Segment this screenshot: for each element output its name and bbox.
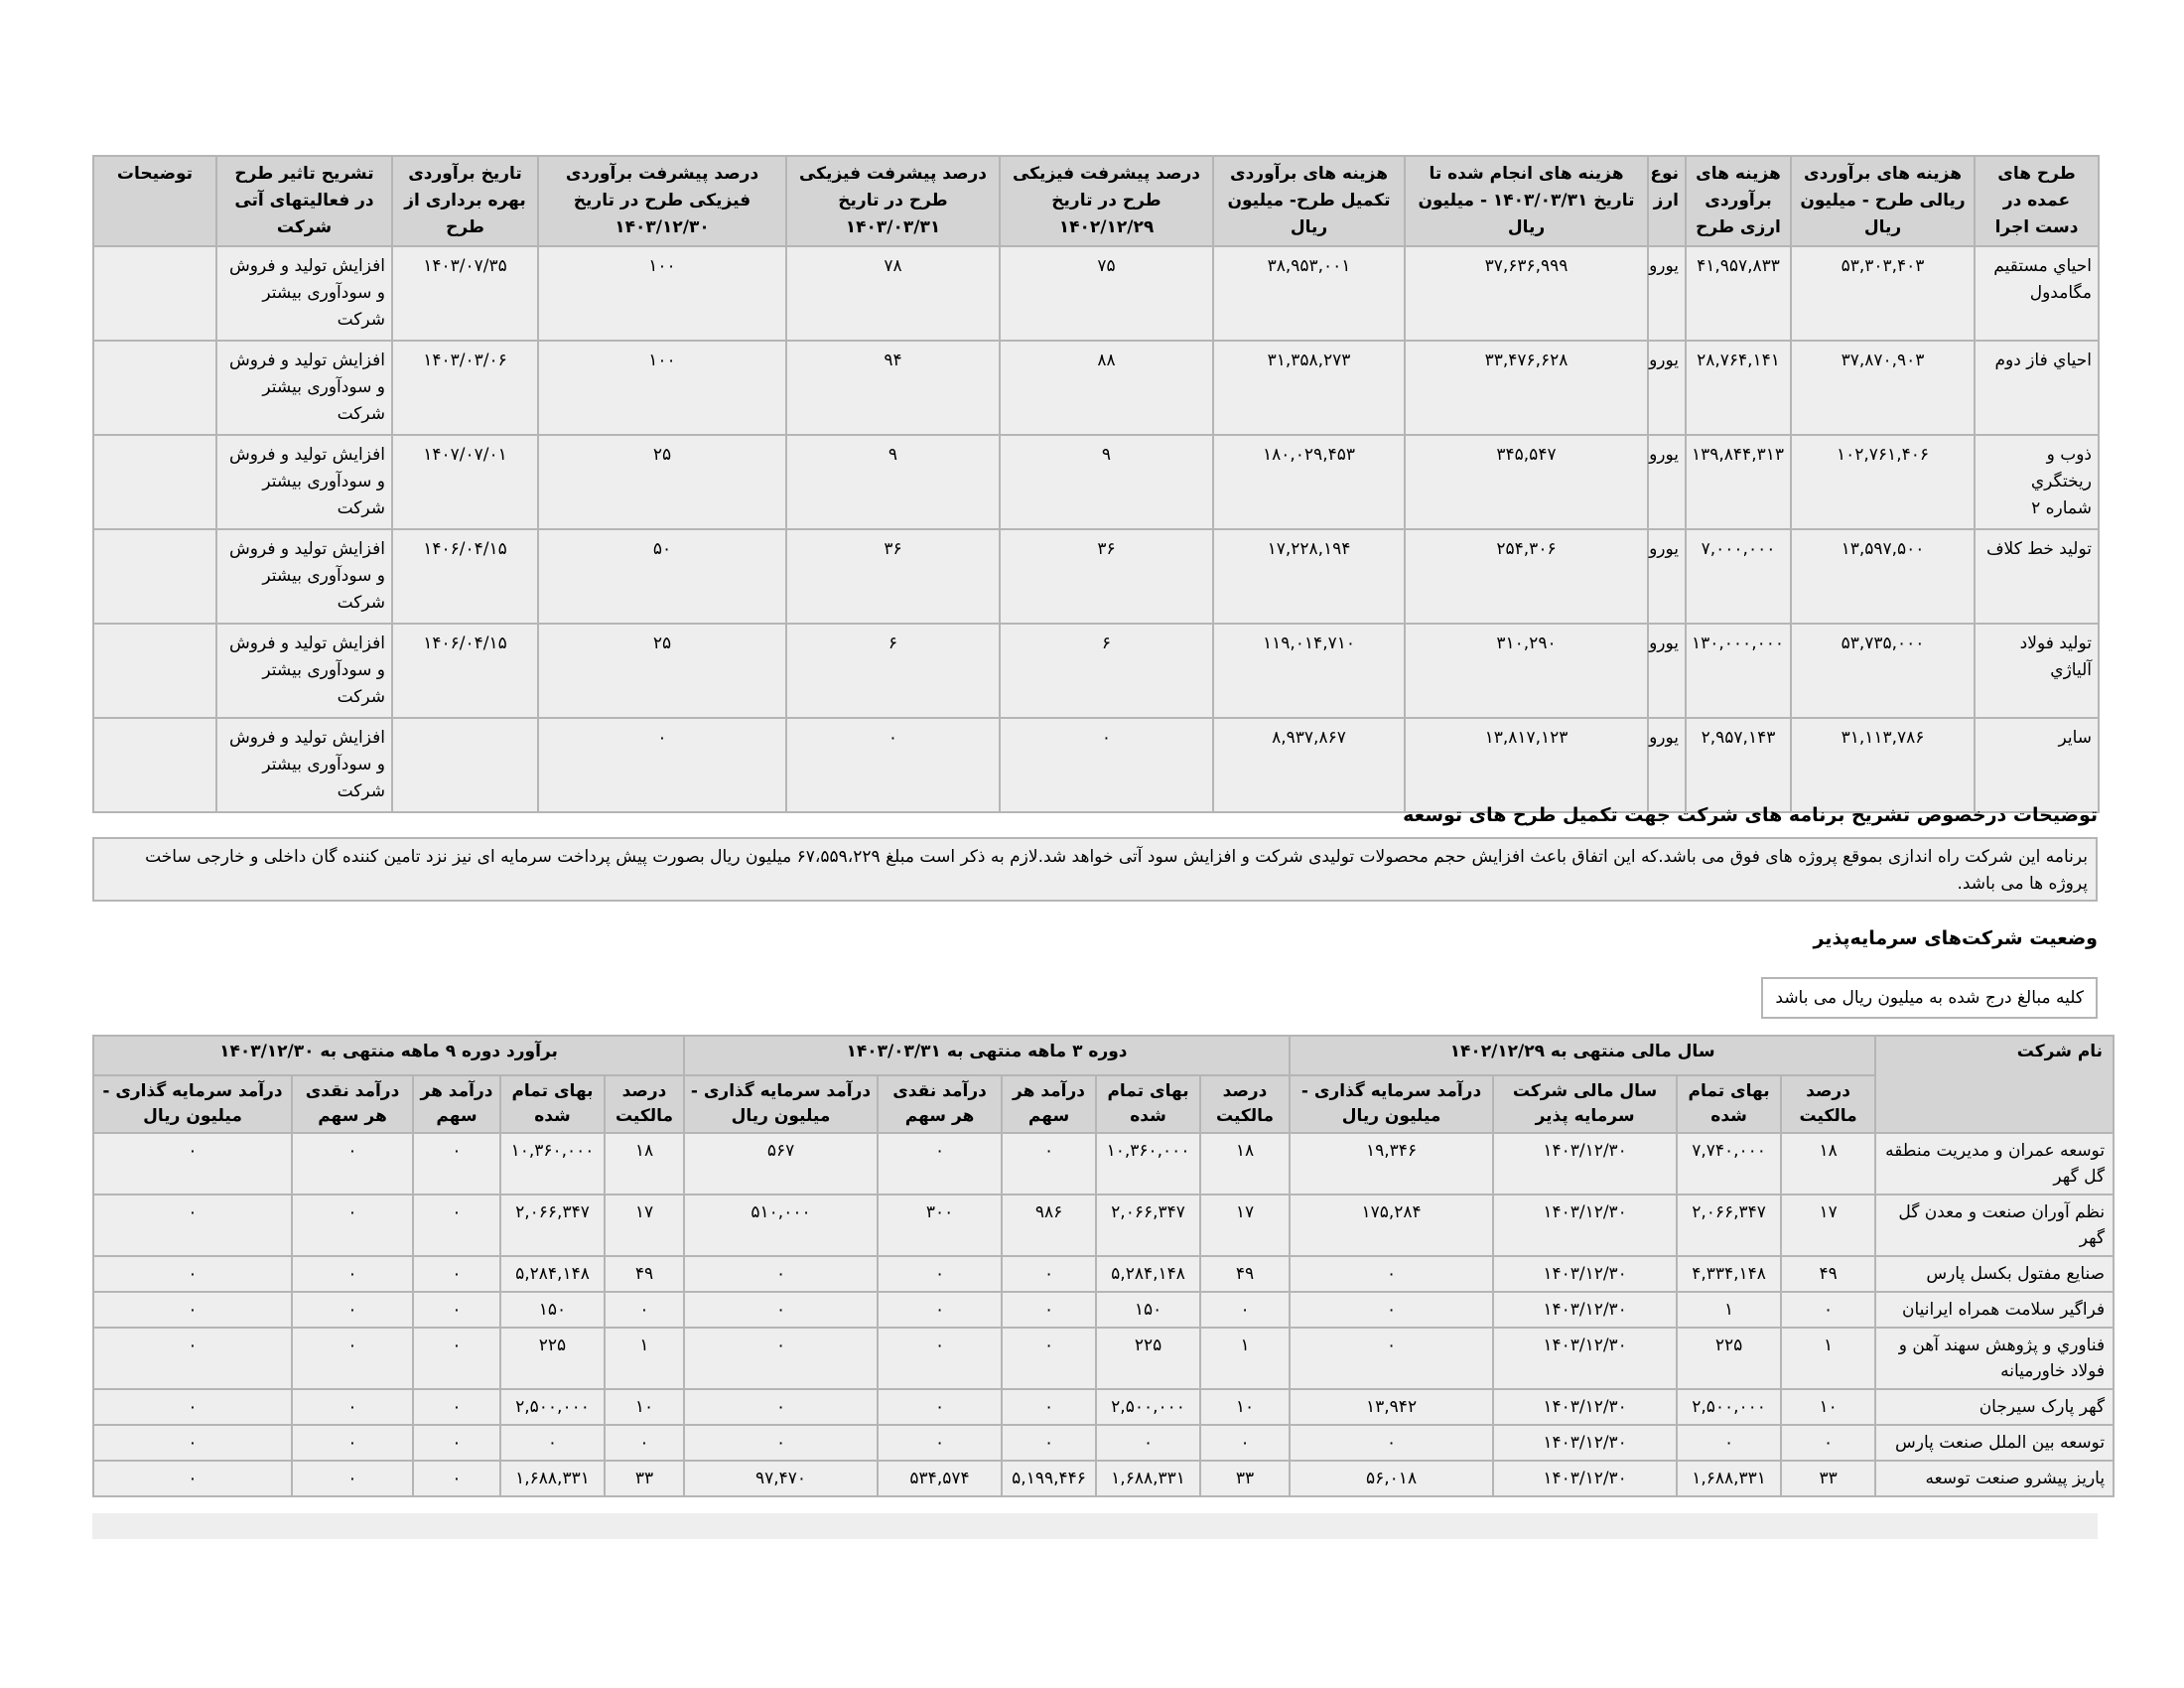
table-cell: ۱۸۰,۰۲۹,۴۵۳ [1213, 435, 1405, 529]
subheader-cell: بهای تمام شده [500, 1075, 605, 1133]
table-cell: یورو [1648, 624, 1686, 718]
table-cell: ۰ [605, 1292, 684, 1328]
table-cell: ۱۷۵,۲۸۴ [1290, 1195, 1493, 1256]
table-cell: ۰ [93, 1425, 292, 1461]
table-cell: ۲۵ [538, 624, 786, 718]
group-header-9m-1403: برآورد دوره ۹ ماهه منتهی به ۱۴۰۳/۱۲/۳۰ [93, 1036, 684, 1075]
table-cell: ۳۴۵,۵۴۷ [1405, 435, 1648, 529]
table-cell: ۱۴۰۳/۱۲/۳۰ [1493, 1292, 1677, 1328]
subheader-cell: درآمد هر سهم [413, 1075, 500, 1133]
table-cell: ۳۷,۸۷۰,۹۰۳ [1791, 341, 1975, 435]
table-cell: ۰ [292, 1328, 413, 1389]
table-cell: افزایش تولید و فروش و سودآوری بیشتر شرکت [216, 341, 392, 435]
table-cell: تولید فولاد آلیاژي [1975, 624, 2099, 718]
table-cell: ۱۷ [1781, 1195, 1875, 1256]
table-cell: ۱۳,۵۹۷,۵۰۰ [1791, 529, 1975, 624]
investees-body [93, 1133, 2114, 1496]
table-cell: ۵۶۷ [684, 1133, 878, 1195]
table-cell: ۰ [684, 1389, 878, 1425]
table-cell: ۱۴۰۳/۱۲/۳۰ [1493, 1133, 1677, 1195]
investees-group-row [93, 1036, 2114, 1075]
table-cell: ۲۲۵ [1677, 1328, 1781, 1389]
table-cell: احیاي مستقیم مگامدول [1975, 246, 2099, 341]
table-cell: ۱۰ [605, 1389, 684, 1425]
table-cell: یورو [1648, 246, 1686, 341]
table-cell: تولید خط کلاف [1975, 529, 2099, 624]
table-cell: ۰ [684, 1292, 878, 1328]
header-cell: طرح های عمده در دست اجرا [1975, 156, 2099, 246]
header-cell: درصد پیشرفت برآوردی فیزیکی طرح در تاریخ ۱۴۰۳/۱۲/۳۰ [538, 156, 786, 246]
table-cell [93, 624, 216, 718]
table-cell: ۵۰ [538, 529, 786, 624]
table-cell: ۰ [878, 1256, 1002, 1292]
table-cell [93, 435, 216, 529]
table-row [93, 1292, 2114, 1328]
table-cell: ۵,۲۸۴,۱۴۸ [1096, 1256, 1200, 1292]
table-cell: ۰ [684, 1328, 878, 1389]
table-cell: ۰ [878, 1425, 1002, 1461]
table-cell: ۲,۰۶۶,۳۴۷ [1096, 1195, 1200, 1256]
table-cell: افزایش تولید و فروش و سودآوری بیشتر شرکت [216, 718, 392, 812]
header-cell: هزینه های انجام شده تا تاریخ ۱۴۰۳/۰۳/۳۱ - میلیون ریال [1405, 156, 1648, 246]
table-cell: ۰ [93, 1328, 292, 1389]
table-cell: ۱۳,۸۱۷,۱۲۳ [1405, 718, 1648, 812]
table-cell: ۴,۳۳۴,۱۴۸ [1677, 1256, 1781, 1292]
table-cell: ۰ [413, 1292, 500, 1328]
table-cell: ۰ [93, 1133, 292, 1195]
table-cell: ۳۳ [605, 1461, 684, 1496]
table-cell: ۵۳۴,۵۷۴ [878, 1461, 1002, 1496]
table-cell: ۲,۵۰۰,۰۰۰ [1677, 1389, 1781, 1425]
table-cell: ۲۵۴,۳۰۶ [1405, 529, 1648, 624]
table-cell: صنایع مفتول بکسل پارس [1875, 1256, 2114, 1292]
table-cell: ۱۳۹,۸۴۴,۳۱۳ [1686, 435, 1791, 529]
table-cell: ۱۳۰,۰۰۰,۰۰۰ [1686, 624, 1791, 718]
table-row [93, 1461, 2114, 1496]
table-cell: افزایش تولید و فروش و سودآوری بیشتر شرکت [216, 246, 392, 341]
table-cell: افزایش تولید و فروش و سودآوری بیشتر شرکت [216, 529, 392, 624]
table-cell: ۰ [292, 1425, 413, 1461]
table-cell: ۹ [786, 435, 1000, 529]
table-row [93, 718, 2099, 812]
table-row [93, 529, 2099, 624]
table-row [93, 1133, 2114, 1195]
plans-description: برنامه این شرکت راه اندازی بموقع پروژه های فوق می باشد.که این اتفاق باعث افزایش حجم محصولات تولیدی شرکت و افزایش سود آتی خواهد شد.لازم به ذکر است مبلغ ۶۷،۵۵۹،۲۲۹ میلیون ریال بصورت پیش پرداخت سرمایه ای نیز نزد تامین کننده گان داخلی و خارجی ساخت پروژه ها می باشد. [92, 837, 2098, 902]
table-cell: ۰ [93, 1256, 292, 1292]
table-cell: ۱۴۰۶/۰۴/۱۵ [392, 529, 538, 624]
table-cell: ۵,۱۹۹,۴۴۶ [1002, 1461, 1096, 1496]
table-cell: ۵,۲۸۴,۱۴۸ [500, 1256, 605, 1292]
table-cell [93, 246, 216, 341]
table-cell: ۰ [1002, 1256, 1096, 1292]
table-cell: ۰ [786, 718, 1000, 812]
table-cell: ۱۰۰ [538, 341, 786, 435]
table-cell: ۱۴۰۳/۱۲/۳۰ [1493, 1256, 1677, 1292]
table-cell: ۰ [1781, 1292, 1875, 1328]
table-cell: ۰ [1781, 1425, 1875, 1461]
table-cell: ۰ [878, 1328, 1002, 1389]
table-cell: ۵۱۰,۰۰۰ [684, 1195, 878, 1256]
table-cell: ۰ [292, 1195, 413, 1256]
table-cell: ذوب و ریختگري شماره ۲ [1975, 435, 2099, 529]
header-cell: تاریخ برآوردی بهره برداری از طرح [392, 156, 538, 246]
table-cell: ۳۱۰,۲۹۰ [1405, 624, 1648, 718]
table-cell: پاریز پیشرو صنعت توسعه [1875, 1461, 2114, 1496]
table-cell: ۴۹ [605, 1256, 684, 1292]
table-cell: ۲۸,۷۶۴,۱۴۱ [1686, 341, 1791, 435]
table-cell: ۴۹ [1200, 1256, 1290, 1292]
table-cell: سایر [1975, 718, 2099, 812]
table-cell [93, 529, 216, 624]
table-footer-strip [92, 1513, 2098, 1539]
table-cell: ۱۴۰۳/۱۲/۳۰ [1493, 1328, 1677, 1389]
group-header-q1-1403: دوره ۳ ماهه منتهی به ۱۴۰۳/۰۳/۳۱ [684, 1036, 1290, 1075]
projects-table [92, 155, 2100, 813]
table-cell: ۱ [1200, 1328, 1290, 1389]
table-row [93, 1195, 2114, 1256]
table-cell: ۱,۶۸۸,۳۳۱ [1096, 1461, 1200, 1496]
table-cell: ۰ [292, 1461, 413, 1496]
subheader-cell: درآمد نقدی هر سهم [878, 1075, 1002, 1133]
table-cell: ۱۸ [1200, 1133, 1290, 1195]
table-cell: گهر پارک سیرجان [1875, 1389, 2114, 1425]
table-cell: ۵۳,۷۳۵,۰۰۰ [1791, 624, 1975, 718]
table-cell: توسعه بین الملل صنعت پارس [1875, 1425, 2114, 1461]
amounts-unit-note: کلیه مبالغ درج شده به میلیون ریال می باشد [1761, 977, 2098, 1019]
table-cell: ۷۵ [1000, 246, 1213, 341]
table-cell: ۱,۶۸۸,۳۳۱ [500, 1461, 605, 1496]
table-cell: ۰ [413, 1425, 500, 1461]
table-row [93, 624, 2099, 718]
table-cell: توسعه عمران و مدیریت منطقه گل گهر [1875, 1133, 2114, 1195]
table-cell: ۴۱,۹۵۷,۸۳۳ [1686, 246, 1791, 341]
table-cell: ۱۵۰ [500, 1292, 605, 1328]
table-cell: ۳۱,۱۱۳,۷۸۶ [1791, 718, 1975, 812]
table-row [93, 246, 2099, 341]
table-cell: ۹۴ [786, 341, 1000, 435]
table-cell: ۳۳,۴۷۶,۶۲۸ [1405, 341, 1648, 435]
table-cell: ۱۴۰۳/۰۳/۰۶ [392, 341, 538, 435]
table-cell: ۳۶ [786, 529, 1000, 624]
plans-title: توضیحات درخصوص تشریح برنامه های شرکت جهت تکمیل طرح های توسعه [1403, 804, 2098, 826]
table-cell: ۰ [1002, 1389, 1096, 1425]
table-cell: ۰ [413, 1389, 500, 1425]
table-cell: ۷,۰۰۰,۰۰۰ [1686, 529, 1791, 624]
table-cell: ۲۲۵ [1096, 1328, 1200, 1389]
table-cell: ۲۲۵ [500, 1328, 605, 1389]
table-cell [93, 718, 216, 812]
table-cell: ۰ [93, 1389, 292, 1425]
table-cell: ۳۶ [1000, 529, 1213, 624]
header-cell: درصد پیشرفت فیزیکی طرح در تاریخ ۱۴۰۲/۱۲/۲۹ [1000, 156, 1213, 246]
table-cell: ۰ [1290, 1328, 1493, 1389]
table-row [93, 1425, 2114, 1461]
table-cell: فراگیر سلامت همراه ایرانیان [1875, 1292, 2114, 1328]
investees-table [92, 1035, 2115, 1497]
subheader-cell: درصد مالکیت [605, 1075, 684, 1133]
table-cell: ۸۸ [1000, 341, 1213, 435]
table-cell: ۰ [500, 1425, 605, 1461]
projects-header-row [93, 156, 2099, 246]
header-cell: درصد پیشرفت فیزیکی طرح در تاریخ ۱۴۰۳/۰۳/۳۱ [786, 156, 1000, 246]
investees-title: وضعیت شرکت‌های سرمایه‌پذیر [1813, 927, 2098, 949]
subheader-cell: درصد مالکیت [1200, 1075, 1290, 1133]
header-cell: هزینه های برآوردی ریالی طرح - میلیون ریال [1791, 156, 1975, 246]
table-cell: ۹ [1000, 435, 1213, 529]
table-cell: ۱,۶۸۸,۳۳۱ [1677, 1461, 1781, 1496]
table-cell: ۹۷,۴۷۰ [684, 1461, 878, 1496]
table-cell: ۱۴۰۶/۰۴/۱۵ [392, 624, 538, 718]
table-row [93, 341, 2099, 435]
table-cell: ۱۴۰۳/۱۲/۳۰ [1493, 1461, 1677, 1496]
table-cell: ۰ [1290, 1425, 1493, 1461]
table-cell: ۱۸ [1781, 1133, 1875, 1195]
projects-body [93, 246, 2099, 812]
table-row [93, 435, 2099, 529]
table-cell: ۰ [1000, 718, 1213, 812]
table-cell: ۵۳,۳۰۳,۴۰۳ [1791, 246, 1975, 341]
table-cell: ۱۰۰ [538, 246, 786, 341]
table-cell: ۱۴۰۳/۱۲/۳۰ [1493, 1389, 1677, 1425]
table-cell: ۰ [878, 1133, 1002, 1195]
subheader-cell: درآمد هر سهم [1002, 1075, 1096, 1133]
table-cell: ۰ [93, 1195, 292, 1256]
subheader-cell: سال مالی شرکت سرمایه پذیر [1493, 1075, 1677, 1133]
table-cell: ۲۵ [538, 435, 786, 529]
table-cell: یورو [1648, 341, 1686, 435]
table-cell: ۲,۵۰۰,۰۰۰ [500, 1389, 605, 1425]
table-cell: ۰ [292, 1389, 413, 1425]
table-cell: یورو [1648, 435, 1686, 529]
table-cell: ۱۰ [1781, 1389, 1875, 1425]
header-cell: توضیحات [93, 156, 216, 246]
investees-subheader-row [93, 1075, 2114, 1133]
table-cell: ۰ [292, 1292, 413, 1328]
table-cell: فناوري و پژوهش سهند آهن و فولاد خاورمیانه [1875, 1328, 2114, 1389]
table-row [93, 1328, 2114, 1389]
table-cell: ۰ [413, 1195, 500, 1256]
subheader-cell: درصد مالکیت [1781, 1075, 1875, 1133]
table-cell: ۱۴۰۳/۱۲/۳۰ [1493, 1195, 1677, 1256]
table-cell: ۱ [1781, 1328, 1875, 1389]
table-cell: ۳۰۰ [878, 1195, 1002, 1256]
table-cell: ۰ [684, 1256, 878, 1292]
table-cell: ۲,۰۶۶,۳۴۷ [500, 1195, 605, 1256]
table-cell: ۰ [538, 718, 786, 812]
table-cell [392, 718, 538, 812]
table-cell: ۰ [413, 1133, 500, 1195]
table-cell: ۱۰,۳۶۰,۰۰۰ [500, 1133, 605, 1195]
table-cell: ۱۷ [1200, 1195, 1290, 1256]
table-cell: ۳۳ [1781, 1461, 1875, 1496]
table-cell: ۱۵۰ [1096, 1292, 1200, 1328]
table-cell: ۱ [605, 1328, 684, 1389]
table-cell: ۰ [292, 1133, 413, 1195]
table-cell: ۷۸ [786, 246, 1000, 341]
table-cell: ۱۴۰۳/۰۷/۳۵ [392, 246, 538, 341]
table-cell: ۱۱۹,۰۱۴,۷۱۰ [1213, 624, 1405, 718]
subheader-cell: بهای تمام شده [1096, 1075, 1200, 1133]
table-cell: ۱۴۰۳/۱۲/۳۰ [1493, 1425, 1677, 1461]
table-cell: افزایش تولید و فروش و سودآوری بیشتر شرکت [216, 435, 392, 529]
table-cell: ۰ [878, 1389, 1002, 1425]
subheader-cell: درآمد نقدی هر سهم [292, 1075, 413, 1133]
table-cell [93, 341, 216, 435]
table-cell: ۰ [1200, 1292, 1290, 1328]
table-cell: ۰ [1002, 1292, 1096, 1328]
table-cell: ۰ [1200, 1425, 1290, 1461]
table-cell: ۰ [413, 1328, 500, 1389]
table-cell: ۰ [93, 1461, 292, 1496]
table-cell: ۶ [786, 624, 1000, 718]
subheader-cell: درآمد سرمایه گذاری - میلیون ریال [1290, 1075, 1493, 1133]
table-row [93, 1256, 2114, 1292]
table-cell: ۱ [1677, 1292, 1781, 1328]
table-cell: ۰ [878, 1292, 1002, 1328]
subheader-cell: درآمد سرمایه گذاری - میلیون ریال [684, 1075, 878, 1133]
subheader-cell: بهای تمام شده [1677, 1075, 1781, 1133]
table-cell: ۱۹,۳۴۶ [1290, 1133, 1493, 1195]
table-cell: ۱۴۰۷/۰۷/۰۱ [392, 435, 538, 529]
table-cell: ۰ [413, 1461, 500, 1496]
table-cell: ۰ [605, 1425, 684, 1461]
group-header-fy1402: سال مالی منتهی به ۱۴۰۲/۱۲/۲۹ [1290, 1036, 1875, 1075]
table-cell: ۰ [1096, 1425, 1200, 1461]
table-cell: ۱۸ [605, 1133, 684, 1195]
table-cell: ۰ [1290, 1292, 1493, 1328]
table-cell: ۱۳,۹۴۲ [1290, 1389, 1493, 1425]
table-cell: ۳۱,۳۵۸,۲۷۳ [1213, 341, 1405, 435]
table-cell: ۷,۷۴۰,۰۰۰ [1677, 1133, 1781, 1195]
table-cell: ۰ [1002, 1328, 1096, 1389]
header-cell: نوع ارز [1648, 156, 1686, 246]
table-cell: ۰ [93, 1292, 292, 1328]
table-cell: ۰ [1002, 1425, 1096, 1461]
header-cell: تشریح تاثیر طرح در فعالیتهای آتی شرکت [216, 156, 392, 246]
table-cell: افزایش تولید و فروش و سودآوری بیشتر شرکت [216, 624, 392, 718]
header-cell: هزینه های برآوردی ارزی طرح [1686, 156, 1791, 246]
header-cell: هزینه های برآوردی تکمیل طرح- میلیون ریال [1213, 156, 1405, 246]
table-cell: ۸,۹۳۷,۸۶۷ [1213, 718, 1405, 812]
table-cell: ۳۸,۹۵۳,۰۰۱ [1213, 246, 1405, 341]
table-cell: یورو [1648, 718, 1686, 812]
table-cell: ۲,۹۵۷,۱۴۳ [1686, 718, 1791, 812]
table-cell: ۳۷,۶۳۶,۹۹۹ [1405, 246, 1648, 341]
table-cell: ۱۷ [605, 1195, 684, 1256]
table-cell: ۰ [413, 1256, 500, 1292]
table-cell: ۱۷,۲۲۸,۱۹۴ [1213, 529, 1405, 624]
table-cell: ۳۳ [1200, 1461, 1290, 1496]
table-cell: ۱۰,۳۶۰,۰۰۰ [1096, 1133, 1200, 1195]
table-cell: ۵۶,۰۱۸ [1290, 1461, 1493, 1496]
subheader-cell: درآمد سرمایه گذاری - میلیون ریال [93, 1075, 292, 1133]
table-cell: ۲,۰۶۶,۳۴۷ [1677, 1195, 1781, 1256]
table-cell: ۱۰ [1200, 1389, 1290, 1425]
company-name-header: نام شرکت [1875, 1036, 2114, 1133]
table-cell: احیاي فاز دوم [1975, 341, 2099, 435]
table-cell: ۰ [1290, 1256, 1493, 1292]
table-cell: ۶ [1000, 624, 1213, 718]
table-cell: ۰ [684, 1425, 878, 1461]
table-cell: ۴۹ [1781, 1256, 1875, 1292]
table-row [93, 1389, 2114, 1425]
table-cell: نظم آوران صنعت و معدن گل گهر [1875, 1195, 2114, 1256]
table-cell: ۱۰۲,۷۶۱,۴۰۶ [1791, 435, 1975, 529]
table-cell: ۲,۵۰۰,۰۰۰ [1096, 1389, 1200, 1425]
table-cell: ۰ [1677, 1425, 1781, 1461]
table-cell: ۹۸۶ [1002, 1195, 1096, 1256]
table-cell: ۰ [292, 1256, 413, 1292]
table-cell: ۰ [1002, 1133, 1096, 1195]
table-cell: یورو [1648, 529, 1686, 624]
